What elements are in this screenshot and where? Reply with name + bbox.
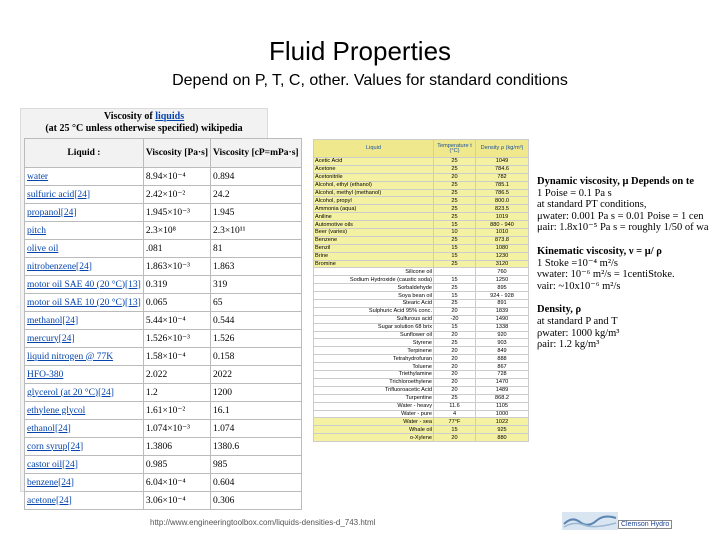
table-row — [314, 378, 529, 386]
table-row — [314, 339, 529, 347]
viscosity-pas-cell: 2.3×10⁸ — [143, 222, 210, 240]
liquid-link[interactable]: motor oil SAE 10 (20 °C)[13] — [25, 294, 144, 312]
viscosity-cp-cell: 1380.6 — [211, 438, 302, 456]
liquid-name-cell: Toluene — [314, 363, 434, 371]
density-cell: 1080 — [476, 244, 529, 252]
temperature-cell: 15 — [434, 252, 476, 260]
viscosity-pas-cell: 1.074×10⁻³ — [143, 420, 210, 438]
header-liquid: Liquid — [314, 140, 434, 158]
table-row — [314, 426, 529, 434]
temperature-cell: 20 — [434, 347, 476, 355]
table-row — [25, 240, 302, 258]
table-row — [314, 331, 529, 339]
viscosity-pas-cell: 1.863×10⁻³ — [143, 258, 210, 276]
dynamic-viscosity-title: Dynamic viscosity, μ Depends on te — [537, 176, 695, 187]
table-row — [314, 434, 529, 442]
density-cell: 823.5 — [476, 205, 529, 213]
slide-subtitle: Depend on P, T, C, other. Values for standard conditions — [172, 72, 568, 89]
density-cell: 1022 — [476, 418, 529, 426]
table-row — [25, 348, 302, 366]
liquid-link[interactable]: nitrobenzene[24] — [25, 258, 144, 276]
temperature-cell: -20 — [434, 315, 476, 323]
header-viscosity-cp: Viscosity [cP=mPa·s] — [211, 139, 302, 168]
density-cell: 849 — [476, 347, 529, 355]
viscosity-cp-cell: 0.306 — [211, 492, 302, 510]
liquid-name-cell: Styrene — [314, 339, 434, 347]
table-row — [25, 384, 302, 402]
slide-title: Fluid Properties — [268, 36, 452, 66]
density-cell: 925 — [476, 426, 529, 434]
density-cell: 728 — [476, 371, 529, 379]
viscosity-cp-cell: 2.3×10¹¹ — [211, 222, 302, 240]
density-cell: 760 — [476, 268, 529, 276]
density-line: ρwater: 1000 kg/m³ — [537, 327, 620, 339]
density-cell: 1839 — [476, 307, 529, 315]
density-cell: 891 — [476, 300, 529, 308]
liquid-name-cell: Alcohol, ethyl (ethanol) — [314, 181, 434, 189]
temperature-cell: 20 — [434, 378, 476, 386]
viscosity-cp-cell: 81 — [211, 240, 302, 258]
liquid-link[interactable]: corn syrup[24] — [25, 438, 144, 456]
table-row — [25, 312, 302, 330]
viscosity-table — [24, 138, 302, 510]
density-title: Density, ρ — [537, 304, 582, 316]
liquid-link[interactable]: mercury[24] — [25, 330, 144, 348]
source-url: http://www.engineeringtoolbox.com/liquids-densities-d_743.html — [150, 518, 376, 527]
density-cell: 1490 — [476, 315, 529, 323]
table-row — [314, 315, 529, 323]
viscosity-pas-cell: 1.526×10⁻³ — [143, 330, 210, 348]
table-row — [314, 386, 529, 394]
liquid-name-cell: Brine — [314, 252, 434, 260]
liquid-link[interactable]: glycerol (at 20 °C)[24] — [25, 384, 144, 402]
table-row — [314, 410, 529, 418]
temperature-cell: 20 — [434, 331, 476, 339]
temperature-cell: 25 — [434, 236, 476, 244]
density-table — [313, 139, 529, 442]
viscosity-pas-cell: 3.06×10⁻⁴ — [143, 492, 210, 510]
viscosity-pas-cell: 5.44×10⁻⁴ — [143, 312, 210, 330]
viscosity-caption — [21, 109, 267, 135]
header-temperature: Temperature t (°C) — [434, 140, 476, 158]
density-cell: 873.8 — [476, 236, 529, 244]
liquid-name-cell: Automotive oils — [314, 221, 434, 229]
table-row — [314, 158, 529, 166]
liquid-link[interactable]: HFO-380 — [25, 366, 144, 384]
table-row — [314, 371, 529, 379]
viscosity-pas-cell: 0.065 — [143, 294, 210, 312]
temperature-cell: 15 — [434, 323, 476, 331]
temperature-cell: 25 — [434, 284, 476, 292]
viscosity-pas-cell: 2.42×10⁻² — [143, 186, 210, 204]
table-row — [314, 213, 529, 221]
table-row — [314, 347, 529, 355]
liquid-name-cell: Beer (varies) — [314, 229, 434, 237]
liquid-link[interactable]: benzene[24] — [25, 474, 144, 492]
table-row — [25, 294, 302, 312]
liquid-name-cell: Tetrahydrofuran — [314, 355, 434, 363]
table-row — [25, 168, 302, 186]
viscosity-pas-cell: 1.945×10⁻³ — [143, 204, 210, 222]
temperature-cell: 25 — [434, 339, 476, 347]
temperature-cell: 4 — [434, 410, 476, 418]
table-row — [25, 492, 302, 510]
liquid-link[interactable]: ethylene glycol — [25, 402, 144, 420]
dynamic-line: μair: 1.8x10⁻⁵ Pa s = roughly 1/50 of wa — [537, 222, 709, 234]
dynamic-line: 1 Poise = 0.1 Pa s — [537, 187, 612, 199]
temperature-cell: 20 — [434, 355, 476, 363]
viscosity-cp-cell: 16.1 — [211, 402, 302, 420]
liquid-link[interactable]: sulfuric acid[24] — [25, 186, 144, 204]
table-row — [25, 276, 302, 294]
table-row — [314, 268, 529, 276]
temperature-cell: 20 — [434, 363, 476, 371]
liquid-link[interactable]: methanol[24] — [25, 312, 144, 330]
liquid-link[interactable]: acetone[24] — [25, 492, 144, 510]
density-cell: 867 — [476, 363, 529, 371]
viscosity-cp-cell: 0.158 — [211, 348, 302, 366]
liquid-name-cell: Aniline — [314, 213, 434, 221]
liquid-link[interactable]: motor oil SAE 40 (20 °C)[13] — [25, 276, 144, 294]
density-cell: 903 — [476, 339, 529, 347]
temperature-cell: 25 — [434, 205, 476, 213]
density-cell: 1010 — [476, 229, 529, 237]
table-row — [314, 236, 529, 244]
density-cell: 880 - 940 — [476, 221, 529, 229]
table-row — [314, 300, 529, 308]
table-row — [314, 189, 529, 197]
viscosity-pas-cell: 1.58×10⁻⁴ — [143, 348, 210, 366]
temperature-cell: 77°F — [434, 418, 476, 426]
density-cell: 1230 — [476, 252, 529, 260]
viscosity-pas-cell: 1.3806 — [143, 438, 210, 456]
temperature-cell: 11.6 — [434, 402, 476, 410]
dynamic-line: at standard PT conditions, — [537, 199, 647, 211]
temperature-cell: 20 — [434, 173, 476, 181]
table-row — [314, 260, 529, 268]
liquid-name-cell: Benzil — [314, 244, 434, 252]
liquid-link[interactable]: water — [25, 168, 144, 186]
table-row — [25, 420, 302, 438]
viscosity-pas-cell: .081 — [143, 240, 210, 258]
temperature-cell: 10 — [434, 229, 476, 237]
viscosity-cp-cell: 1.526 — [211, 330, 302, 348]
density-cell: 868.2 — [476, 394, 529, 402]
table-row — [314, 205, 529, 213]
liquid-link[interactable]: castor oil[24] — [25, 456, 144, 474]
temperature-cell: 25 — [434, 260, 476, 268]
table-row — [25, 366, 302, 384]
liquid-name-cell: Sunflower oil — [314, 331, 434, 339]
liquid-name-cell: Silicone oil — [314, 268, 434, 276]
viscosity-cp-cell: 0.544 — [211, 312, 302, 330]
density-table-panel — [313, 139, 528, 489]
table-row — [314, 307, 529, 315]
liquid-link[interactable]: ethanol[24] — [25, 420, 144, 438]
liquid-name-cell: Trifluoroacetic Acid — [314, 386, 434, 394]
kinematic-line: νwater: 10⁻⁶ m²/s = 1centiStoke. — [537, 269, 675, 281]
table-row — [314, 229, 529, 237]
temperature-cell: 25 — [434, 158, 476, 166]
liquid-name-cell: Water - heavy — [314, 402, 434, 410]
viscosity-cp-cell: 1.074 — [211, 420, 302, 438]
table-row — [25, 186, 302, 204]
temperature-cell: 20 — [434, 307, 476, 315]
density-cell: 1470 — [476, 378, 529, 386]
density-cell: 784.6 — [476, 165, 529, 173]
density-cell: 880 — [476, 434, 529, 442]
density-cell: 1000 — [476, 410, 529, 418]
liquid-name-cell: Water - pure — [314, 410, 434, 418]
liquid-name-cell: Sulfurous acid — [314, 315, 434, 323]
liquid-link[interactable]: propanol[24] — [25, 204, 144, 222]
liquid-name-cell: Alcohol, methyl (methanol) — [314, 189, 434, 197]
viscosity-cp-cell: 1200 — [211, 384, 302, 402]
viscosity-pas-cell: 0.985 — [143, 456, 210, 474]
liquids-link[interactable]: liquids — [155, 111, 185, 122]
density-cell: 782 — [476, 173, 529, 181]
table-row — [314, 394, 529, 402]
liquid-name-cell: Alcohol, propyl — [314, 197, 434, 205]
clemson-hydro-logo — [562, 512, 618, 530]
liquid-name-cell: Ammonia (aqua) — [314, 205, 434, 213]
liquid-link[interactable]: olive oil — [25, 240, 144, 258]
density-cell: 1019 — [476, 213, 529, 221]
density-cell: 920 — [476, 331, 529, 339]
viscosity-pas-cell: 6.04×10⁻⁴ — [143, 474, 210, 492]
liquid-name-cell: Stearic Acid — [314, 300, 434, 308]
temperature-cell: 15 — [434, 276, 476, 284]
density-line: at standard P and T — [537, 315, 618, 327]
table-row — [25, 204, 302, 222]
caption-prefix: Viscosity of — [103, 111, 156, 122]
table-row — [25, 222, 302, 240]
liquid-name-cell: Trichloroethylene — [314, 378, 434, 386]
temperature-cell: 20 — [434, 386, 476, 394]
table-row — [314, 418, 529, 426]
temperature-cell: 25 — [434, 189, 476, 197]
caption-line2: (at 25 °C unless otherwise specified) wikipedia — [45, 123, 243, 134]
temperature-cell: 15 — [434, 221, 476, 229]
table-row — [314, 252, 529, 260]
table-row — [314, 292, 529, 300]
liquid-name-cell: Terpinene — [314, 347, 434, 355]
density-cell: 895 — [476, 284, 529, 292]
density-cell: 1489 — [476, 386, 529, 394]
kinematic-line: 1 Stoke =10⁻⁴ m²/s — [537, 257, 618, 269]
temperature-cell: 25 — [434, 181, 476, 189]
temperature-cell: 15 — [434, 426, 476, 434]
viscosity-pas-cell: 1.2 — [143, 384, 210, 402]
density-cell: 800.0 — [476, 197, 529, 205]
viscosity-pas-cell: 8.94×10⁻⁴ — [143, 168, 210, 186]
header-viscosity-pas: Viscosity [Pa·s] — [143, 139, 210, 168]
viscosity-cp-cell: 1.945 — [211, 204, 302, 222]
liquid-link[interactable]: pitch — [25, 222, 144, 240]
temperature-cell — [434, 268, 476, 276]
liquid-link[interactable]: liquid nitrogen @ 77K — [25, 348, 144, 366]
viscosity-pas-cell: 0.319 — [143, 276, 210, 294]
table-row — [25, 438, 302, 456]
kinematic-viscosity-title: Kinematic viscosity, ν = μ/ ρ — [537, 245, 662, 257]
liquid-name-cell: Acetone — [314, 165, 434, 173]
table-row — [314, 276, 529, 284]
table-row — [314, 244, 529, 252]
liquid-name-cell: Sodium Hydroxide (caustic soda) — [314, 276, 434, 284]
temperature-cell: 25 — [434, 197, 476, 205]
table-row — [25, 474, 302, 492]
viscosity-pas-cell: 2.022 — [143, 366, 210, 384]
viscosity-cp-cell: 2022 — [211, 366, 302, 384]
table-row — [314, 323, 529, 331]
liquid-name-cell: Water - sea — [314, 418, 434, 426]
liquid-name-cell: Sorbaldehyde — [314, 284, 434, 292]
table-row — [25, 402, 302, 420]
density-cell: 1105 — [476, 402, 529, 410]
temperature-cell: 15 — [434, 292, 476, 300]
table-row — [314, 363, 529, 371]
viscosity-cp-cell: 985 — [211, 456, 302, 474]
temperature-cell: 25 — [434, 300, 476, 308]
viscosity-table-panel — [20, 108, 299, 506]
property-notes — [537, 176, 720, 351]
brand-label: Clemson Hydro — [618, 520, 672, 529]
table-row — [25, 330, 302, 348]
viscosity-cp-cell: 65 — [211, 294, 302, 312]
liquid-name-cell: o-Xylene — [314, 434, 434, 442]
kinematic-line: νair: ~10x10⁻⁶ m²/s — [537, 280, 621, 292]
density-cell: 924 - 928 — [476, 292, 529, 300]
temperature-cell: 15 — [434, 244, 476, 252]
table-row — [314, 402, 529, 410]
density-cell: 888 — [476, 355, 529, 363]
liquid-name-cell: Sulphuric Acid 95% conc. — [314, 307, 434, 315]
table-row — [314, 165, 529, 173]
density-cell: 1250 — [476, 276, 529, 284]
table-row — [314, 197, 529, 205]
viscosity-cp-cell: 0.894 — [211, 168, 302, 186]
density-cell: 785.1 — [476, 181, 529, 189]
table-row — [25, 456, 302, 474]
table-row — [314, 173, 529, 181]
viscosity-cp-cell: 0.604 — [211, 474, 302, 492]
dynamic-line: μwater: 0.001 Pa s = 0.01 Poise = 1 cen — [537, 210, 704, 222]
density-line: ρair: 1.2 kg/m³ — [537, 339, 600, 351]
table-row — [314, 355, 529, 363]
viscosity-cp-cell: 1.863 — [211, 258, 302, 276]
temperature-cell: 25 — [434, 165, 476, 173]
liquid-name-cell: Acetic Acid — [314, 158, 434, 166]
temperature-cell: 25 — [434, 394, 476, 402]
temperature-cell: 20 — [434, 434, 476, 442]
density-cell: 786.5 — [476, 189, 529, 197]
liquid-name-cell: Soya bean oil — [314, 292, 434, 300]
table-row — [314, 181, 529, 189]
temperature-cell: 25 — [434, 213, 476, 221]
table-row — [314, 221, 529, 229]
density-cell: 3120 — [476, 260, 529, 268]
liquid-name-cell: Sugar solution 68 brix — [314, 323, 434, 331]
liquid-name-cell: Triethylamine — [314, 371, 434, 379]
table-row — [25, 258, 302, 276]
liquid-name-cell: Whale oil — [314, 426, 434, 434]
table-row — [314, 284, 529, 292]
liquid-name-cell: Benzene — [314, 236, 434, 244]
viscosity-pas-cell: 1.61×10⁻² — [143, 402, 210, 420]
liquid-name-cell: Turpentine — [314, 394, 434, 402]
liquid-name-cell: Acetonitrile — [314, 173, 434, 181]
viscosity-cp-cell: 24.2 — [211, 186, 302, 204]
viscosity-cp-cell: 319 — [211, 276, 302, 294]
temperature-cell: 20 — [434, 371, 476, 379]
density-cell: 1049 — [476, 158, 529, 166]
density-cell: 1338 — [476, 323, 529, 331]
header-density: Density ρ (kg/m³) — [476, 140, 529, 158]
liquid-name-cell: Bromine — [314, 260, 434, 268]
header-liquid: Liquid : — [25, 139, 144, 168]
